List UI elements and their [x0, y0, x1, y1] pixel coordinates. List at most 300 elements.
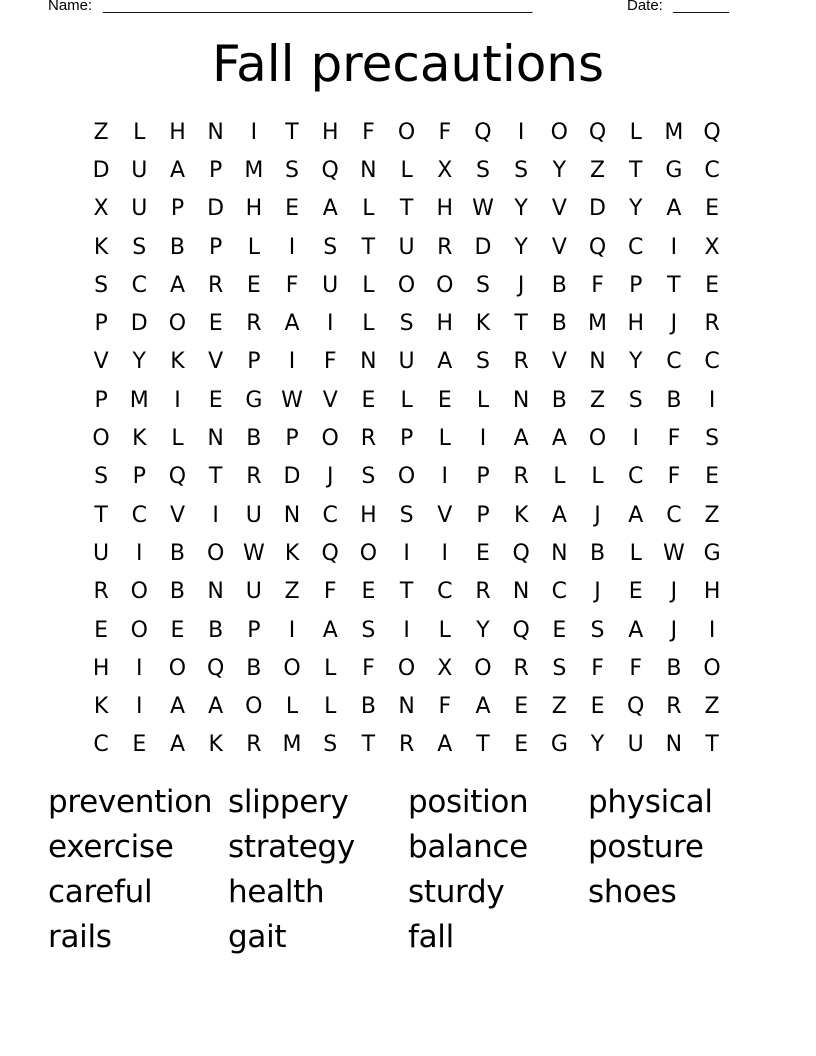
grid-letter[interactable]: N — [512, 387, 530, 413]
grid-letter[interactable]: Q — [168, 464, 187, 490]
grid-letter[interactable]: F — [438, 694, 452, 720]
grid-letter[interactable]: O — [397, 655, 416, 681]
grid-letter[interactable]: R — [398, 732, 415, 758]
grid-letter[interactable]: F — [362, 119, 375, 145]
grid-letter[interactable]: T — [399, 196, 414, 222]
grid-letter[interactable]: I — [441, 540, 449, 566]
grid-letter[interactable]: C — [666, 502, 682, 528]
grid-letter[interactable]: E — [285, 196, 299, 222]
grid-letter[interactable]: S — [132, 234, 147, 260]
grid-letter[interactable]: S — [475, 349, 490, 375]
header — [48, 0, 768, 19]
grid-letter[interactable]: O — [206, 540, 225, 566]
grid-letter[interactable]: T — [285, 119, 299, 145]
grid-letter[interactable]: I — [403, 540, 410, 566]
grid-letter[interactable]: Y — [590, 732, 605, 758]
word-list-item: health — [228, 874, 325, 910]
grid-letter[interactable]: B — [169, 540, 186, 566]
grid-letter[interactable]: G — [703, 540, 721, 566]
grid-letter[interactable]: Q — [321, 540, 339, 566]
grid-letter[interactable]: I — [136, 694, 143, 720]
grid-letter[interactable]: C — [322, 502, 338, 528]
grid-letter[interactable]: L — [553, 464, 566, 490]
grid-letter[interactable]: F — [362, 655, 375, 681]
grid-letter[interactable]: I — [441, 464, 449, 490]
grid-letter[interactable]: I — [288, 349, 296, 375]
grid-letter[interactable]: E — [361, 387, 376, 413]
grid-letter[interactable]: F — [591, 655, 604, 681]
grid-letter[interactable]: C — [704, 349, 720, 375]
grid-letter[interactable]: S — [361, 617, 376, 643]
grid-letter[interactable]: X — [704, 234, 720, 260]
grid-letter[interactable]: M — [244, 157, 264, 183]
grid-letter[interactable]: A — [475, 694, 491, 720]
grid-letter[interactable]: O — [92, 426, 110, 452]
grid-letter[interactable]: F — [285, 272, 299, 298]
grid-letter[interactable]: P — [629, 272, 643, 298]
grid-letter[interactable]: B — [169, 579, 186, 605]
grid-letter[interactable]: A — [169, 272, 185, 298]
grid-letter[interactable]: K — [284, 540, 300, 566]
grid-letter[interactable]: N — [360, 157, 377, 183]
grid-letter[interactable]: Y — [476, 617, 490, 643]
grid-letter[interactable]: Q — [512, 617, 530, 643]
grid-letter[interactable]: L — [438, 426, 451, 452]
grid-letter[interactable]: V — [437, 502, 453, 528]
grid-letter[interactable]: B — [551, 272, 567, 298]
grid-letter[interactable]: R — [704, 311, 720, 337]
grid-letter[interactable]: O — [397, 119, 416, 145]
grid-letter[interactable]: P — [94, 387, 108, 413]
grid-letter[interactable]: K — [93, 694, 109, 720]
grid-letter[interactable]: H — [436, 196, 454, 222]
grid-letter[interactable]: N — [512, 579, 530, 605]
word-list-item: prevention — [48, 784, 213, 820]
grid-letter[interactable]: E — [552, 617, 567, 643]
grid-letter[interactable]: O — [245, 694, 263, 720]
grid-letter[interactable]: G — [665, 157, 683, 183]
grid-letter[interactable]: R — [93, 579, 109, 605]
grid-letter[interactable]: Y — [628, 349, 643, 375]
grid-letter[interactable]: E — [246, 272, 261, 298]
grid-letter[interactable]: M — [282, 732, 302, 758]
grid-letter[interactable]: U — [93, 540, 110, 566]
grid-letter[interactable]: L — [362, 196, 375, 222]
grid-letter[interactable]: H — [360, 502, 377, 528]
grid-letter[interactable]: L — [629, 540, 642, 566]
grid-letter[interactable]: U — [131, 196, 148, 222]
date-line[interactable]: _______ — [673, 0, 729, 14]
grid-letter[interactable]: N — [207, 426, 224, 452]
grid-letter[interactable]: A — [628, 502, 644, 528]
grid-letter[interactable]: Q — [512, 540, 530, 566]
grid-letter[interactable]: N — [589, 349, 606, 375]
grid-letter[interactable]: G — [245, 387, 263, 413]
grid-letter[interactable]: A — [666, 196, 682, 222]
grid-letter[interactable]: I — [403, 617, 410, 643]
grid-letter[interactable]: F — [667, 464, 681, 490]
grid-letter[interactable]: Z — [284, 579, 300, 605]
grid-letter[interactable]: D — [92, 157, 110, 183]
grid-letter[interactable]: T — [514, 311, 528, 337]
grid-letter[interactable]: R — [513, 655, 529, 681]
grid-letter[interactable]: I — [632, 426, 639, 452]
grid-letter[interactable]: N — [360, 349, 377, 375]
grid-letter[interactable]: E — [514, 732, 529, 758]
page-title: Fall precautions — [211, 35, 605, 93]
grid-letter[interactable]: R — [360, 426, 377, 452]
grid-letter[interactable]: K — [513, 502, 529, 528]
grid-letter[interactable]: S — [399, 311, 414, 337]
grid-letter[interactable]: T — [628, 157, 643, 183]
grid-letter[interactable]: H — [169, 119, 186, 145]
grid-letter[interactable]: S — [285, 157, 300, 183]
grid-letter[interactable]: T — [705, 732, 719, 758]
grid-letter[interactable]: T — [208, 464, 223, 490]
grid-letter[interactable]: S — [399, 502, 414, 528]
grid-letter[interactable]: B — [208, 617, 224, 643]
grid-letter[interactable]: T — [361, 732, 376, 758]
grid-letter[interactable]: Z — [93, 119, 109, 145]
grid-letter[interactable]: O — [321, 426, 339, 452]
grid-letter[interactable]: I — [212, 502, 219, 528]
grid-letter[interactable]: K — [93, 234, 109, 260]
grid-letter[interactable]: L — [285, 694, 299, 720]
grid-letter[interactable]: L — [438, 617, 451, 643]
grid-letter[interactable]: E — [705, 464, 720, 490]
grid-letter[interactable]: C — [628, 234, 644, 260]
grid-letter[interactable]: Z — [704, 694, 720, 720]
grid-letter[interactable]: J — [594, 579, 601, 605]
grid-letter[interactable]: T — [667, 272, 681, 298]
grid-letter[interactable]: E — [705, 272, 720, 298]
grid-letter[interactable]: U — [131, 157, 148, 183]
grid-letter[interactable]: S — [323, 234, 338, 260]
grid-letter[interactable]: N — [207, 119, 224, 145]
grid-letter[interactable]: J — [670, 579, 678, 605]
grid-letter[interactable]: B — [551, 311, 567, 337]
grid-letter[interactable]: F — [591, 272, 604, 298]
grid-letter[interactable]: H — [321, 119, 339, 145]
grid-letter[interactable]: C — [93, 732, 109, 758]
grid-letter[interactable]: M — [664, 119, 684, 145]
word-list-item: physical — [588, 784, 713, 820]
grid-letter[interactable]: E — [170, 617, 185, 643]
grid-letter[interactable]: J — [670, 311, 678, 337]
grid-letter[interactable]: K — [132, 426, 147, 452]
grid-letter[interactable]: R — [666, 694, 682, 720]
grid-letter[interactable]: Y — [628, 196, 643, 222]
grid-letter[interactable]: E — [705, 196, 720, 222]
grid-letter[interactable]: S — [628, 387, 643, 413]
grid-letter[interactable]: H — [92, 655, 110, 681]
grid-letter[interactable]: U — [398, 234, 415, 260]
grid-letter[interactable]: D — [474, 234, 492, 260]
grid-letter[interactable]: H — [436, 311, 454, 337]
grid-letter[interactable]: T — [399, 579, 414, 605]
grid-letter[interactable]: O — [168, 655, 187, 681]
grid-letter[interactable]: A — [322, 196, 338, 222]
grid-letter[interactable]: W — [663, 540, 685, 566]
grid-letter[interactable]: L — [133, 119, 146, 145]
grid-letter[interactable]: V — [208, 349, 224, 375]
name-line[interactable]: ______________________________________________________ — [103, 0, 532, 14]
grid-letter[interactable]: T — [361, 234, 376, 260]
grid-letter[interactable]: E — [132, 732, 147, 758]
grid-letter[interactable]: Y — [514, 196, 528, 222]
grid-letter[interactable]: B — [666, 387, 682, 413]
grid-letter[interactable]: C — [131, 272, 147, 298]
grid-letter[interactable]: I — [250, 119, 258, 145]
grid-letter[interactable]: S — [705, 426, 720, 452]
grid-letter[interactable]: Q — [703, 119, 721, 145]
grid-letter[interactable]: P — [399, 426, 414, 452]
grid-letter[interactable]: L — [362, 311, 375, 337]
grid-letter[interactable]: Z — [589, 387, 606, 413]
grid-letter[interactable]: E — [208, 387, 223, 413]
grid-letter[interactable]: Q — [588, 119, 607, 145]
grid-letter[interactable]: C — [551, 579, 568, 605]
grid-letter[interactable]: E — [94, 617, 109, 643]
grid-letter[interactable]: B — [169, 234, 186, 260]
grid-letter[interactable]: M — [588, 311, 608, 337]
grid-letter[interactable]: F — [438, 119, 452, 145]
grid-letter[interactable]: S — [590, 617, 605, 643]
grid-letter[interactable]: N — [665, 732, 683, 758]
grid-letter[interactable]: Y — [552, 157, 567, 183]
grid-letter[interactable]: O — [436, 272, 454, 298]
grid-letter[interactable]: V — [93, 349, 109, 375]
grid-letter[interactable]: Q — [627, 694, 645, 720]
grid-letter[interactable]: L — [476, 387, 490, 413]
grid-letter[interactable]: I — [136, 655, 143, 681]
grid-letter[interactable]: S — [323, 732, 338, 758]
grid-letter[interactable]: A — [628, 617, 644, 643]
grid-letter[interactable]: P — [209, 157, 223, 183]
grid-letter[interactable]: H — [627, 311, 644, 337]
grid-letter[interactable]: A — [551, 426, 567, 452]
grid-letter[interactable]: S — [94, 464, 109, 490]
grid-letter[interactable]: T — [476, 732, 490, 758]
grid-letter[interactable]: E — [208, 311, 223, 337]
grid-letter[interactable]: U — [322, 272, 339, 298]
grid-letter[interactable]: L — [591, 464, 604, 490]
grid-letter[interactable]: A — [284, 311, 300, 337]
grid-letter[interactable]: W — [472, 196, 494, 222]
grid-letter[interactable]: I — [708, 387, 716, 413]
grid-letter[interactable]: R — [246, 732, 262, 758]
grid-letter[interactable]: O — [397, 272, 416, 298]
grid-letter[interactable]: B — [551, 387, 567, 413]
grid-letter[interactable]: K — [208, 732, 223, 758]
grid-letter[interactable]: Q — [206, 655, 225, 681]
grid-letter[interactable]: R — [513, 464, 529, 490]
grid-letter[interactable]: R — [246, 311, 262, 337]
grid-letter[interactable]: I — [708, 617, 716, 643]
grid-letter[interactable]: F — [629, 655, 643, 681]
grid-letter[interactable]: S — [361, 464, 376, 490]
grid-letter[interactable]: A — [169, 694, 185, 720]
grid-letter[interactable]: L — [324, 655, 337, 681]
grid-letter[interactable]: X — [437, 655, 453, 681]
grid-letter[interactable]: F — [667, 426, 681, 452]
grid-letter[interactable]: C — [704, 157, 720, 183]
grid-letter[interactable]: L — [362, 272, 375, 298]
grid-letter[interactable]: N — [207, 579, 224, 605]
grid-letter[interactable]: L — [400, 387, 413, 413]
grid-letter[interactable]: P — [132, 464, 146, 490]
grid-letter[interactable]: E — [437, 387, 452, 413]
grid-letter[interactable]: O — [550, 119, 568, 145]
grid-letter[interactable]: I — [479, 426, 487, 452]
grid-letter[interactable]: F — [323, 349, 337, 375]
grid-letter[interactable]: K — [475, 311, 491, 337]
grid-letter[interactable]: L — [324, 694, 337, 720]
grid-letter[interactable]: I — [670, 234, 678, 260]
grid-letter[interactable]: U — [245, 502, 262, 528]
word-list-item: careful — [48, 874, 153, 910]
grid-letter[interactable]: B — [246, 655, 262, 681]
grid-letter[interactable]: P — [94, 311, 108, 337]
grid-letter[interactable]: B — [360, 694, 376, 720]
grid-letter[interactable]: G — [550, 732, 568, 758]
grid-letter[interactable]: Z — [704, 502, 720, 528]
grid-letter[interactable]: C — [666, 349, 682, 375]
grid-letter[interactable]: L — [247, 234, 260, 260]
grid-letter[interactable]: E — [514, 694, 529, 720]
grid-letter[interactable]: E — [628, 579, 643, 605]
grid-letter[interactable]: A — [513, 426, 529, 452]
grid-letter[interactable]: B — [246, 426, 262, 452]
grid-letter[interactable]: A — [437, 732, 453, 758]
grid-letter[interactable]: D — [283, 464, 301, 490]
grid-letter[interactable]: O — [168, 311, 187, 337]
grid-letter[interactable]: P — [476, 464, 490, 490]
grid-letter[interactable]: V — [169, 502, 185, 528]
grid-letter[interactable]: V — [551, 349, 567, 375]
grid-letter[interactable]: P — [247, 617, 261, 643]
grid-letter[interactable]: J — [594, 502, 601, 528]
grid-letter[interactable]: Q — [588, 234, 607, 260]
grid-letter[interactable]: O — [130, 617, 148, 643]
grid-letter[interactable]: I — [517, 119, 525, 145]
grid-letter[interactable]: I — [136, 540, 143, 566]
grid-letter[interactable]: P — [247, 349, 261, 375]
grid-letter[interactable]: L — [171, 426, 184, 452]
grid-letter[interactable]: I — [288, 617, 296, 643]
grid-letter[interactable]: M — [129, 387, 149, 413]
grid-letter[interactable]: O — [703, 655, 721, 681]
grid-letter[interactable]: A — [437, 349, 453, 375]
grid-letter[interactable]: O — [130, 579, 148, 605]
grid-letter[interactable]: D — [589, 196, 606, 222]
grid-letter[interactable]: P — [170, 196, 185, 222]
grid-letter[interactable]: Y — [132, 349, 146, 375]
grid-letter[interactable]: S — [94, 272, 109, 298]
grid-letter[interactable]: O — [588, 426, 607, 452]
grid-letter[interactable]: A — [169, 157, 185, 183]
grid-letter[interactable]: X — [93, 196, 109, 222]
grid-letter[interactable]: L — [400, 157, 413, 183]
grid-letter[interactable]: Z — [551, 694, 567, 720]
grid-letter[interactable]: J — [517, 272, 525, 298]
grid-letter[interactable]: N — [283, 502, 301, 528]
grid-letter[interactable]: I — [326, 311, 334, 337]
grid-letter[interactable]: V — [551, 196, 567, 222]
grid-letter[interactable]: R — [208, 272, 224, 298]
grid-letter[interactable]: V — [551, 234, 567, 260]
grid-letter[interactable]: O — [283, 655, 301, 681]
grid-letter[interactable]: S — [514, 157, 529, 183]
grid-letter[interactable]: S — [475, 272, 490, 298]
grid-letter[interactable]: A — [169, 732, 185, 758]
grid-letter[interactable]: E — [590, 694, 605, 720]
grid-letter[interactable]: Y — [514, 234, 528, 260]
grid-letter[interactable]: P — [285, 426, 299, 452]
grid-letter[interactable]: Q — [321, 157, 339, 183]
grid-letter[interactable]: C — [131, 502, 147, 528]
grid-letter[interactable]: U — [398, 349, 415, 375]
grid-letter[interactable]: J — [326, 464, 334, 490]
grid-letter[interactable]: U — [627, 732, 644, 758]
grid-letter[interactable]: A — [551, 502, 567, 528]
grid-letter[interactable]: O — [359, 540, 378, 566]
grid-letter[interactable]: E — [476, 540, 490, 566]
grid-letter[interactable]: W — [242, 540, 265, 566]
grid-letter[interactable]: O — [397, 464, 416, 490]
grid-letter[interactable]: L — [629, 119, 642, 145]
grid-letter[interactable]: D — [130, 311, 148, 337]
grid-letter[interactable]: S — [475, 157, 490, 183]
grid-letter[interactable]: C — [628, 464, 644, 490]
grid-letter[interactable]: X — [437, 157, 453, 183]
grid-letter[interactable]: Q — [474, 119, 492, 145]
grid-letter[interactable]: D — [207, 196, 225, 222]
grid-letter[interactable]: P — [209, 234, 223, 260]
grid-letter[interactable]: K — [170, 349, 185, 375]
grid-letter[interactable]: R — [513, 349, 529, 375]
grid-letter[interactable]: R — [246, 464, 262, 490]
grid-letter[interactable]: O — [474, 655, 492, 681]
word-list-item: fall — [408, 919, 454, 955]
grid-letter[interactable]: U — [245, 579, 262, 605]
grid-letter[interactable]: N — [551, 540, 568, 566]
grid-letter[interactable]: Z — [589, 157, 606, 183]
grid-letter[interactable]: W — [281, 387, 303, 413]
grid-letter[interactable]: P — [476, 502, 490, 528]
grid-letter[interactable]: T — [94, 502, 108, 528]
grid-letter[interactable]: H — [703, 579, 721, 605]
grid-letter[interactable]: B — [589, 540, 606, 566]
grid-letter[interactable]: R — [475, 579, 491, 605]
word-list-item: position — [408, 784, 529, 820]
grid-letter[interactable]: A — [322, 617, 338, 643]
grid-letter[interactable]: R — [437, 234, 453, 260]
grid-letter[interactable]: I — [288, 234, 296, 260]
grid-letter[interactable]: N — [398, 694, 415, 720]
grid-letter[interactable]: C — [437, 579, 453, 605]
grid-letter[interactable]: F — [323, 579, 337, 605]
grid-letter[interactable]: E — [361, 579, 376, 605]
word-list-item: shoes — [588, 874, 677, 910]
grid-letter[interactable]: I — [174, 387, 181, 413]
grid-letter[interactable]: V — [322, 387, 338, 413]
grid-letter[interactable]: H — [245, 196, 263, 222]
grid-letter[interactable]: S — [552, 655, 567, 681]
grid-letter[interactable]: A — [208, 694, 224, 720]
grid-letter[interactable]: J — [670, 617, 678, 643]
grid-letter[interactable]: B — [666, 655, 682, 681]
